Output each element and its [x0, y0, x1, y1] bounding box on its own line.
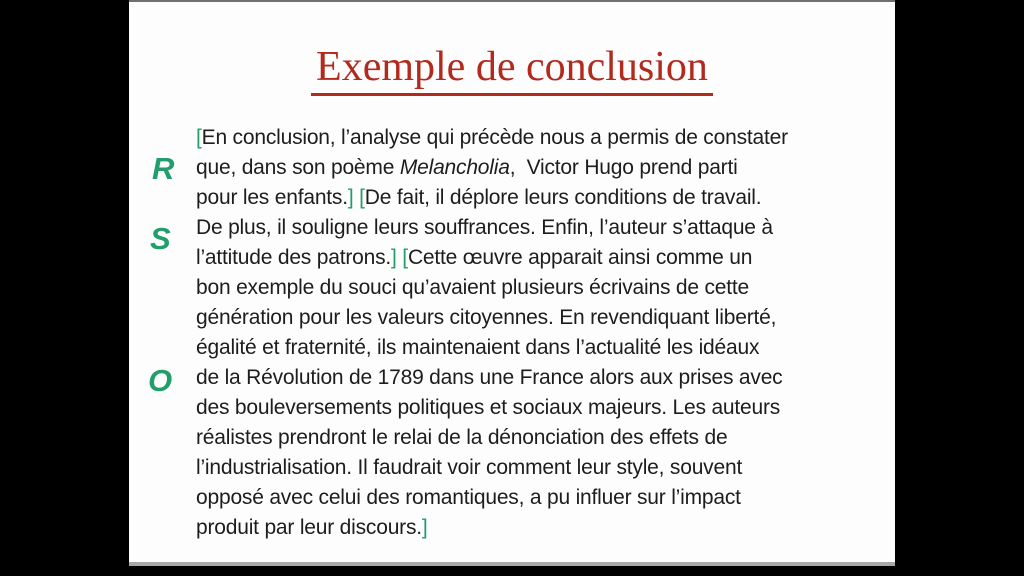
text-line [196, 483, 788, 513]
text-segment: génération pour les valeurs citoyennes. En revendiquant liberté, [196, 306, 777, 329]
text-segment: Melancholia [399, 156, 510, 179]
text-segment: pour les enfants. [196, 186, 348, 209]
text-line [196, 393, 788, 423]
text-segment: , Victor Hugo prend parti [509, 156, 738, 179]
text-line [196, 183, 788, 213]
text-segment: opposé avec celui des romantiques, a pu influer sur l’impact [196, 486, 741, 509]
conclusion-paragraph [196, 123, 788, 543]
slide-title: Exemple de conclusion [311, 44, 713, 96]
presentation-slide [129, 0, 895, 566]
text-segment: réalistes prendront le relai de la dénonciation des effets de [196, 426, 728, 449]
structure-bracket: ] [421, 516, 428, 539]
text-segment: égalité et fraternité, ils maintenaient dans l’actualité les idéaux [196, 336, 760, 359]
letterbox-bar-left [0, 0, 129, 576]
margin-letter-s: S [150, 221, 171, 256]
text-segment: l’attitude des patrons. [196, 246, 392, 269]
text-line [196, 273, 788, 303]
text-line [196, 213, 788, 243]
text-segment: de la Révolution de 1789 dans une France alors aux prises avec [196, 366, 783, 389]
text-segment: l’industrialisation. Il faudrait voir comment leur style, souvent [196, 456, 743, 479]
text-line [196, 303, 788, 333]
text-segment: des bouleversements politiques et sociaux majeurs. Les auteurs [196, 396, 781, 419]
letterbox-bar-right [895, 0, 1024, 576]
text-line [196, 153, 788, 183]
text-line [196, 513, 788, 543]
text-segment: produit par leur discours. [196, 516, 422, 539]
text-line [196, 363, 788, 393]
margin-letter-o: O [148, 363, 173, 398]
structure-bracket: ] [ [391, 246, 408, 269]
text-line [196, 333, 788, 363]
slide-title-container [129, 44, 895, 96]
text-segment: En conclusion, l’analyse qui précède nous a permis de constater [201, 126, 788, 149]
text-line [196, 123, 788, 153]
text-segment: que, dans son poème [196, 156, 400, 179]
text-line [196, 423, 788, 453]
margin-letter-r: R [152, 151, 175, 186]
text-segment: De plus, il souligne leurs souffrances. Enfin, l’auteur s’attaque à [196, 216, 773, 239]
text-segment: De fait, il déplore leurs conditions de travail. [364, 186, 762, 209]
text-segment: bon exemple du souci qu’avaient plusieurs écrivains de cette [196, 276, 750, 299]
text-segment: Cette œuvre apparait ainsi comme un [407, 246, 753, 269]
structure-bracket: ] [ [347, 186, 365, 209]
structure-bracket: [ [196, 126, 202, 149]
text-line [196, 453, 788, 483]
text-line [196, 243, 788, 273]
